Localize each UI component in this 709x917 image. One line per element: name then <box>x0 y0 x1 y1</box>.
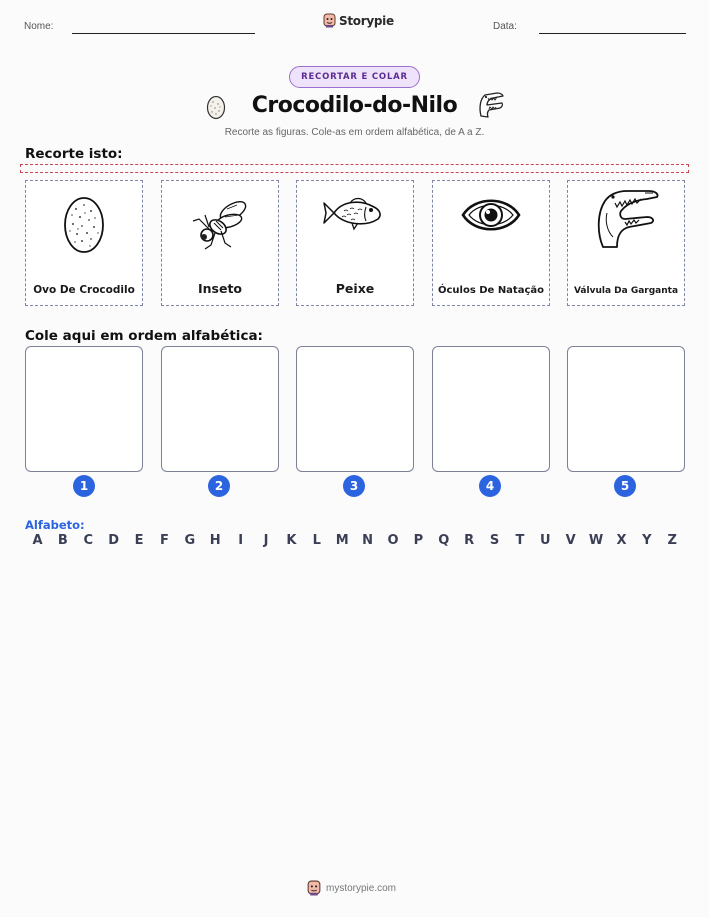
alphabet-letter: T <box>515 533 525 548</box>
cut-card-goggles[interactable] <box>432 180 550 306</box>
alphabet-letter: V <box>565 533 576 548</box>
alphabet-letter: H <box>209 533 221 548</box>
alphabet-letter: Q <box>438 533 450 548</box>
eye-icon <box>459 190 523 240</box>
alphabet-letter: G <box>184 533 196 548</box>
alphabet-letter: L <box>312 533 321 548</box>
slot-number-badge: 2 <box>208 475 230 497</box>
activity-badge: RECORTAR E COLAR <box>289 66 420 88</box>
paste-slot-2[interactable] <box>161 346 279 472</box>
slot-number-badge: 1 <box>73 475 95 497</box>
date-label: Data: <box>493 21 517 32</box>
brand-logo <box>323 13 394 28</box>
date-line <box>539 33 686 34</box>
alphabet-letter: U <box>540 533 551 548</box>
cut-card-throat-valve[interactable] <box>567 180 685 306</box>
worksheet-header <box>0 0 709 50</box>
cut-card-egg[interactable] <box>25 180 143 306</box>
crocodile-mouth-icon <box>591 187 661 253</box>
paste-slot-1[interactable] <box>25 346 143 472</box>
alphabet-letter: I <box>238 533 244 548</box>
page-title: Crocodilo-do-Nilo <box>251 93 458 118</box>
alphabet-letter: E <box>134 533 144 548</box>
card-label: Inseto <box>197 281 243 296</box>
cut-card-fish[interactable] <box>296 180 414 306</box>
alphabet-letter: Z <box>667 533 677 548</box>
card-label: Ovo De Crocodilo <box>33 284 135 296</box>
fish-icon <box>320 193 390 233</box>
slot-number-badge: 4 <box>479 475 501 497</box>
card-label: Peixe <box>335 281 375 296</box>
alphabet-letter: O <box>387 533 399 548</box>
cut-line <box>20 164 689 173</box>
footer-url[interactable]: mystorypie.com <box>326 882 397 894</box>
brand-name: Storypie <box>339 13 394 28</box>
footer <box>307 880 396 896</box>
alphabet-row <box>25 533 685 548</box>
alphabet-letter: R <box>464 533 475 548</box>
alphabet-letter: X <box>616 533 627 548</box>
storypie-mascot-icon <box>323 13 336 28</box>
name-line <box>72 33 255 34</box>
card-label: Óculos De Natação <box>437 285 545 296</box>
instructions: Recorte as figuras. Cole-as em ordem alfabética, de A a Z. <box>224 127 485 138</box>
storypie-mascot-icon <box>307 880 321 896</box>
egg-icon <box>60 191 108 255</box>
cut-section-label: Recorte isto: <box>25 146 123 162</box>
alphabet-letter: W <box>588 533 604 548</box>
cut-card-insect[interactable] <box>161 180 279 306</box>
alphabet-letter: M <box>335 533 349 548</box>
alphabet-letter: Y <box>642 533 652 548</box>
alphabet-label: Alfabeto: <box>25 518 85 532</box>
paste-section-label: Cole aqui em ordem alfabética: <box>25 328 263 344</box>
slot-number-badge: 3 <box>343 475 365 497</box>
alphabet-letter: P <box>413 533 424 548</box>
alphabet-letter: S <box>489 533 500 548</box>
alphabet-letter: K <box>286 533 297 548</box>
paste-slot-4[interactable] <box>432 346 550 472</box>
name-label: Nome: <box>24 21 54 32</box>
fly-icon <box>185 197 255 257</box>
alphabet-letter: N <box>362 533 374 548</box>
paste-slot-5[interactable] <box>567 346 685 472</box>
alphabet-letter: A <box>32 533 43 548</box>
alphabet-letter: B <box>57 533 68 548</box>
paste-slot-3[interactable] <box>296 346 414 472</box>
alphabet-letter: F <box>160 533 169 548</box>
alphabet-letter: J <box>263 533 269 548</box>
alphabet-letter: D <box>108 533 120 548</box>
slot-number-badge: 5 <box>614 475 636 497</box>
card-label: Válvula Da Garganta <box>573 286 679 296</box>
alphabet-letter: C <box>83 533 94 548</box>
crocodile-head-icon <box>475 90 507 122</box>
